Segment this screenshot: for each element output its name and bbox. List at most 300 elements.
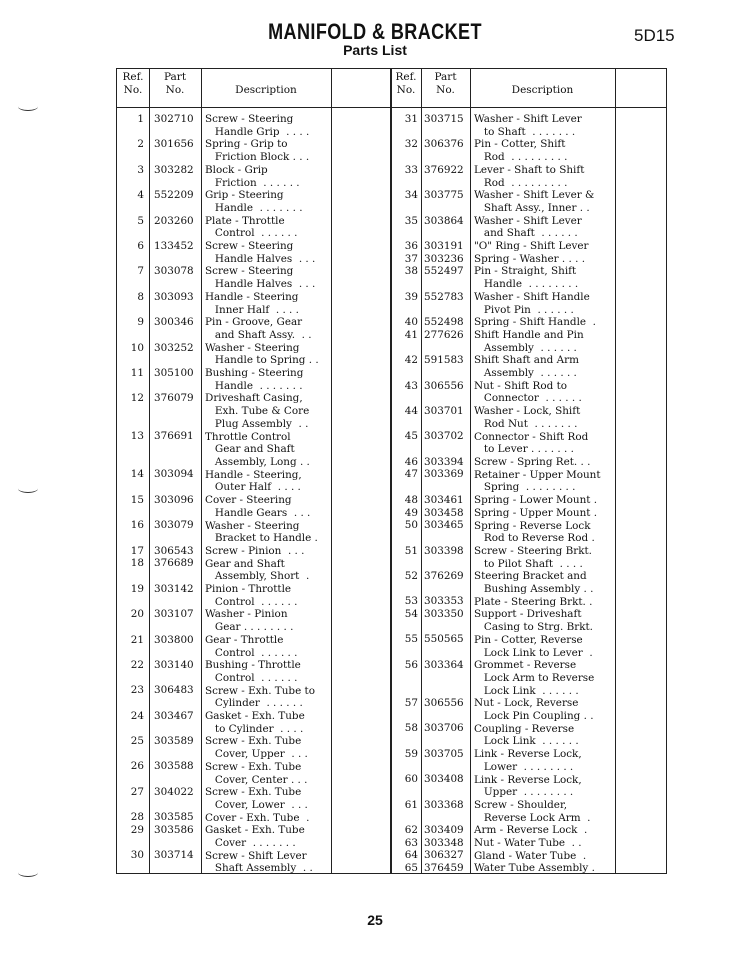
ref-no: 36 [404, 239, 418, 252]
description-line: Screw - Exh. Tube to [205, 684, 315, 697]
description-line: Casing to Strg. Brkt. [474, 621, 593, 634]
part-description [474, 253, 616, 266]
description-line: Driveshaft Casing, [205, 392, 303, 405]
part-description [205, 850, 331, 875]
description-line: Gear and Shaft [205, 557, 285, 570]
description-line: Nut - Shift Rod to [474, 379, 567, 392]
part-no: 303394 [424, 455, 464, 468]
description-line: and Shaft . . . . . . [474, 227, 578, 240]
description-line: Exh. Tube & Core [205, 405, 310, 418]
part-no: 552209 [154, 189, 194, 202]
description-line: Plate - Steering Brkt. . [474, 595, 593, 608]
binding-mark [18, 868, 38, 877]
part-no: 303714 [154, 849, 194, 862]
part-no: 303282 [154, 163, 194, 176]
ref-no: 5 [137, 214, 144, 227]
part-no: 306376 [424, 138, 464, 151]
part-description [474, 240, 616, 253]
part-description [205, 634, 331, 659]
ref-no: 45 [404, 430, 418, 443]
binding-mark [18, 102, 38, 111]
part-no: 303701 [424, 404, 464, 417]
description-line: Plate - Throttle [205, 214, 285, 227]
description-line: Friction . . . . . . [205, 176, 300, 189]
description-line: Screw - Spring Ret. . . [474, 455, 591, 468]
description-line: Link - Reverse Lock, [474, 748, 582, 761]
part-description [205, 265, 331, 290]
part-no: 303353 [424, 595, 464, 608]
ref-no: 35 [404, 214, 418, 227]
part-description [474, 329, 616, 354]
part-no: 591583 [424, 354, 464, 367]
description-line: Spring - Washer . . . . [474, 252, 586, 265]
ref-no: 59 [404, 747, 418, 760]
part-description [474, 824, 616, 837]
part-no: 303140 [154, 658, 194, 671]
description-line: Pivot Pin . . . . . . [474, 303, 574, 316]
ref-no: 29 [130, 823, 144, 836]
description-line: Connector . . . . . . [474, 392, 582, 405]
part-no: 303585 [154, 811, 194, 824]
part-description [474, 405, 616, 430]
description-line: Cover, Lower . . . [205, 798, 308, 811]
description-line: Lower . . . . . . . . [474, 760, 574, 773]
ref-no: 34 [404, 189, 418, 202]
part-no: 303706 [424, 722, 464, 735]
part-description [205, 138, 331, 163]
description-line: Bracket to Handle . [205, 532, 318, 545]
description-line: Cover . . . . . . . [205, 837, 296, 850]
part-description [474, 837, 616, 850]
header-desc-right: Description [511, 84, 574, 96]
description-line: Rod . . . . . . . . . [474, 151, 568, 164]
part-description [474, 748, 616, 773]
description-line: Nut - Lock, Reverse [474, 697, 579, 710]
part-no: 552498 [424, 316, 464, 329]
part-no: 303236 [424, 252, 464, 265]
description-line: Coupling - Reverse [474, 722, 575, 735]
part-no: 306483 [154, 684, 194, 697]
ref-no: 20 [130, 608, 144, 621]
description-line: Gland - Water Tube . [474, 849, 587, 862]
description-line: Screw - Steering [205, 240, 294, 253]
ref-no: 3 [137, 163, 144, 176]
ref-no: 38 [404, 265, 418, 278]
part-description [474, 545, 616, 570]
description-line: Handle Gears . . . [205, 506, 311, 519]
description-line: Inner Half . . . . [205, 303, 299, 316]
part-no: 303398 [424, 544, 464, 557]
description-line: Gasket - Exh. Tube [205, 824, 305, 837]
part-description [474, 164, 616, 189]
part-no: 303864 [424, 214, 464, 227]
part-description [205, 824, 331, 849]
part-no: 303096 [154, 493, 194, 506]
description-line: Bushing - Throttle [205, 659, 301, 672]
binding-mark [18, 484, 38, 493]
ref-no: 2 [137, 138, 144, 151]
ref-no: 57 [404, 696, 418, 709]
ref-no: 41 [404, 328, 418, 341]
ref-no: 37 [404, 252, 418, 265]
part-description [205, 392, 331, 430]
ref-no: 32 [404, 138, 418, 151]
description-line: to Shaft . . . . . . . [474, 125, 576, 138]
part-no: 303364 [424, 658, 464, 671]
part-no: 303775 [424, 189, 464, 202]
part-no: 303079 [154, 519, 194, 532]
part-no: 303107 [154, 608, 194, 621]
part-description [205, 189, 331, 214]
ref-no: 62 [404, 823, 418, 836]
header-desc-left: Description [235, 84, 297, 96]
description-line: to Pilot Shaft . . . . [474, 557, 583, 570]
description-line: Shaft Assembly . . [205, 862, 313, 875]
ref-no: 10 [130, 341, 144, 354]
ref-no: 7 [137, 265, 144, 278]
part-no: 303368 [424, 798, 464, 811]
part-no: 302710 [154, 113, 194, 125]
ref-no: 24 [130, 709, 144, 722]
description-line: Rod . . . . . . . . . [474, 176, 568, 189]
description-line: Spring - Reverse Lock [474, 519, 591, 532]
page-subtitle: Parts List [343, 42, 407, 58]
description-line: Control . . . . . . [205, 646, 298, 659]
ref-no: 25 [130, 735, 144, 748]
part-no: 133452 [154, 239, 194, 252]
part-no: 303409 [424, 823, 464, 836]
description-line: Pinion - Throttle [205, 583, 292, 596]
part-description [205, 520, 331, 545]
ref-no: 9 [137, 316, 144, 329]
description-line: Friction Block . . . [205, 151, 310, 164]
part-description [474, 608, 616, 633]
part-description [205, 735, 331, 760]
ref-no: 26 [130, 760, 144, 773]
description-line: Lock Link . . . . . . [474, 735, 579, 748]
description-line: Screw - Exh. Tube [205, 786, 302, 799]
part-description [474, 570, 616, 595]
ref-no: 49 [404, 506, 418, 519]
description-line: Arm - Reverse Lock . [474, 824, 588, 837]
part-no: 552497 [424, 265, 464, 278]
description-line: Spring . . . . . . . . [474, 481, 576, 494]
ref-no: 23 [130, 684, 144, 697]
part-no: 306543 [154, 544, 194, 557]
part-description [205, 608, 331, 633]
description-line: Upper . . . . . . . . [474, 786, 574, 799]
part-no: 303350 [424, 608, 464, 621]
part-description [205, 583, 331, 608]
description-line: Screw - Exh. Tube [205, 735, 302, 748]
description-line: Assembly, Short . [205, 570, 310, 583]
ref-no: 55 [404, 633, 418, 646]
ref-no: 61 [404, 798, 418, 811]
part-no: 305100 [154, 366, 194, 379]
ref-no: 18 [130, 557, 144, 570]
ref-no: 6 [137, 239, 144, 252]
part-description [205, 431, 331, 469]
ref-no: 22 [130, 658, 144, 671]
part-description [474, 862, 616, 875]
ref-no: 8 [137, 290, 144, 303]
description-line: Spring - Grip to [205, 138, 288, 151]
part-description [474, 774, 616, 799]
description-line: Handle . . . . . . . [205, 201, 303, 214]
description-line: Rod to Reverse Rod . [474, 532, 595, 545]
part-no: 376691 [154, 430, 194, 443]
ref-no: 42 [404, 354, 418, 367]
part-description [474, 265, 616, 290]
part-description [474, 469, 616, 494]
header-ref-left: Ref. No. [122, 71, 144, 96]
description-line: Reverse Lock Arm . [474, 811, 591, 824]
part-no: 277626 [424, 328, 464, 341]
part-description [205, 367, 331, 392]
part-description [474, 596, 616, 609]
description-line: Shift Handle and Pin [474, 328, 584, 341]
part-description [474, 723, 616, 748]
parts-table [116, 68, 667, 874]
part-no: 303586 [154, 823, 194, 836]
part-description [205, 469, 331, 494]
part-description [474, 799, 616, 824]
section-code: 5D15 [634, 26, 675, 45]
ref-no: 48 [404, 493, 418, 506]
part-description [474, 380, 616, 405]
left-part-column [154, 113, 200, 875]
part-description [474, 634, 616, 659]
part-no: 303588 [154, 760, 194, 773]
part-no: 303467 [154, 709, 194, 722]
description-line: Spring - Upper Mount . [474, 506, 598, 519]
ref-no: 40 [404, 316, 418, 329]
part-no: 303702 [424, 430, 464, 443]
part-no: 303369 [424, 468, 464, 481]
description-line: Handle . . . . . . . . [474, 278, 579, 291]
description-line: Gear - Throttle [205, 633, 284, 646]
description-line: Spring - Lower Mount . [474, 494, 598, 507]
part-description [474, 507, 616, 520]
description-line: Pin - Cotter, Reverse [474, 633, 583, 646]
description-line: Cover - Steering [205, 494, 292, 507]
part-no: 303705 [424, 747, 464, 760]
description-line: to Lever . . . . . . . [474, 443, 574, 456]
part-no: 303465 [424, 519, 464, 532]
description-line: Gear . . . . . . . . [205, 621, 294, 634]
part-description [205, 342, 331, 367]
part-description [474, 520, 616, 545]
part-description [205, 494, 331, 519]
description-line: Screw - Steering [205, 265, 294, 278]
page-number: 25 [367, 912, 383, 928]
ref-no: 39 [404, 290, 418, 303]
part-description [474, 113, 616, 138]
description-line: Assembly, Long . . [205, 455, 310, 468]
ref-no: 11 [130, 366, 144, 379]
description-line: Rod Nut . . . . . . . [474, 417, 578, 430]
part-no: 303142 [154, 582, 194, 595]
part-description [205, 761, 331, 786]
part-description [474, 215, 616, 240]
description-line: Outer Half . . . . [205, 481, 301, 494]
description-line: Plug Assembly . . [205, 417, 309, 430]
ref-no: 53 [404, 595, 418, 608]
description-line: Handle to Spring . . [205, 354, 319, 367]
description-line: Washer - Steering [205, 519, 300, 532]
part-no: 301656 [154, 138, 194, 151]
description-line: Grommet - Reverse [474, 659, 577, 672]
description-line: Cover, Center . . . [205, 773, 308, 786]
part-no: 203260 [154, 214, 194, 227]
part-no: 303348 [424, 836, 464, 849]
description-line: Lever - Shaft to Shift [474, 163, 585, 176]
ref-no: 43 [404, 379, 418, 392]
description-line: Handle Halves . . . [205, 252, 316, 265]
description-line: Cover, Upper . . . [205, 748, 308, 761]
part-description [474, 291, 616, 316]
part-no: 376689 [154, 557, 194, 570]
description-line: Screw - Shift Lever [205, 849, 307, 862]
part-description [474, 494, 616, 507]
ref-no: 14 [130, 468, 144, 481]
part-description [205, 113, 331, 138]
description-line: Pin - Straight, Shift [474, 265, 577, 278]
description-line: to Cylinder . . . . [205, 722, 304, 735]
part-description [205, 240, 331, 265]
part-no: 306327 [424, 849, 464, 862]
description-line: Water Tube Assembly . [474, 862, 595, 875]
ref-no: 52 [404, 569, 418, 582]
part-no: 303800 [154, 633, 194, 646]
part-no: 306556 [424, 696, 464, 709]
part-description [205, 558, 331, 583]
part-no: 550565 [424, 633, 464, 646]
part-no: 303191 [424, 239, 464, 252]
part-description [474, 354, 616, 379]
part-no: 303715 [424, 113, 464, 125]
ref-no: 15 [130, 493, 144, 506]
description-line: Bushing Assembly . . [474, 583, 594, 596]
part-description [205, 685, 331, 710]
description-line: Assembly . . . . . . [474, 341, 577, 354]
part-no: 300346 [154, 316, 194, 329]
description-line: Nut - Water Tube . . [474, 837, 582, 850]
ref-no: 65 [404, 861, 418, 874]
ref-no: 56 [404, 658, 418, 671]
description-line: Control . . . . . . [205, 227, 298, 240]
part-description [205, 316, 331, 341]
ref-no: 60 [404, 773, 418, 786]
part-no: 376922 [424, 163, 464, 176]
part-description [205, 545, 331, 558]
description-line: Lock Arm to Reverse [474, 671, 595, 684]
description-line: Shaft Assy., Inner . . [474, 201, 590, 214]
ref-no: 28 [130, 811, 144, 824]
ref-no: 21 [130, 633, 144, 646]
ref-no: 17 [130, 544, 144, 557]
description-line: Screw - Exh. Tube [205, 760, 302, 773]
ref-no: 4 [137, 189, 144, 202]
description-line: and Shaft Assy. . . [205, 328, 312, 341]
description-line: Screw - Pinion . . . [205, 544, 305, 557]
ref-no: 13 [130, 430, 144, 443]
description-line: Assembly . . . . . . [474, 367, 577, 380]
description-line: Washer - Pinion [205, 608, 288, 621]
description-line: Pin - Groove, Gear [205, 316, 303, 329]
ref-no: 50 [404, 519, 418, 532]
description-line: Washer - Shift Lever [474, 214, 582, 227]
part-no: 303589 [154, 735, 194, 748]
part-description [205, 786, 331, 811]
description-line: Washer - Shift Handle [474, 290, 590, 303]
description-line: Spring - Shift Handle . [474, 316, 596, 329]
description-line: Control . . . . . . [205, 595, 298, 608]
description-line: Washer - Shift Lever & [474, 189, 595, 202]
part-no: 303094 [154, 468, 194, 481]
right-desc-column [474, 113, 616, 875]
part-description [205, 812, 331, 825]
description-line: Handle Halves . . . [205, 278, 316, 291]
description-line: "O" Ring - Shift Lever [474, 240, 589, 253]
page-title: MANIFOLD & BRACKET [268, 19, 482, 44]
part-description [474, 189, 616, 214]
ref-no: 27 [130, 785, 144, 798]
description-line: Cylinder . . . . . . [205, 697, 303, 710]
description-line: Cover - Exh. Tube . [205, 811, 310, 824]
ref-no: 58 [404, 722, 418, 735]
ref-no: 44 [404, 404, 418, 417]
description-line: Retainer - Upper Mount [474, 468, 601, 481]
part-no: 376269 [424, 569, 464, 582]
part-description [474, 138, 616, 163]
description-line: Shift Shaft and Arm [474, 354, 579, 367]
part-no: 303093 [154, 290, 194, 303]
description-line: Washer - Steering [205, 341, 300, 354]
part-no: 306556 [424, 379, 464, 392]
ref-no: 63 [404, 836, 418, 849]
part-description [474, 456, 616, 469]
part-description [205, 291, 331, 316]
part-description [205, 710, 331, 735]
ref-no: 31 [404, 113, 418, 125]
description-line: Lock Pin Coupling . . [474, 710, 594, 723]
part-no: 376079 [154, 392, 194, 405]
description-line: Steering Bracket and [474, 570, 587, 583]
part-description [474, 850, 616, 863]
description-line: Handle Grip . . . . [205, 125, 310, 138]
part-no: 552783 [424, 290, 464, 303]
part-no: 303461 [424, 493, 464, 506]
description-line: Block - Grip [205, 163, 268, 176]
description-line: Gear and Shaft [205, 443, 295, 456]
description-line: Washer - Lock, Shift [474, 405, 581, 418]
description-line: Bushing - Steering [205, 367, 304, 380]
part-description [474, 697, 616, 722]
part-description [474, 431, 616, 456]
description-line: Pin - Cotter, Shift [474, 138, 566, 151]
ref-no: 33 [404, 163, 418, 176]
part-no: 303408 [424, 773, 464, 786]
description-line: Handle . . . . . . . [205, 379, 303, 392]
ref-no: 54 [404, 608, 418, 621]
ref-no: 46 [404, 455, 418, 468]
description-line: Lock Link to Lever . [474, 646, 593, 659]
description-line: Screw - Shoulder, [474, 798, 568, 811]
part-description [474, 659, 616, 697]
ref-no: 12 [130, 392, 144, 405]
description-line: Support - Driveshaft [474, 608, 582, 621]
